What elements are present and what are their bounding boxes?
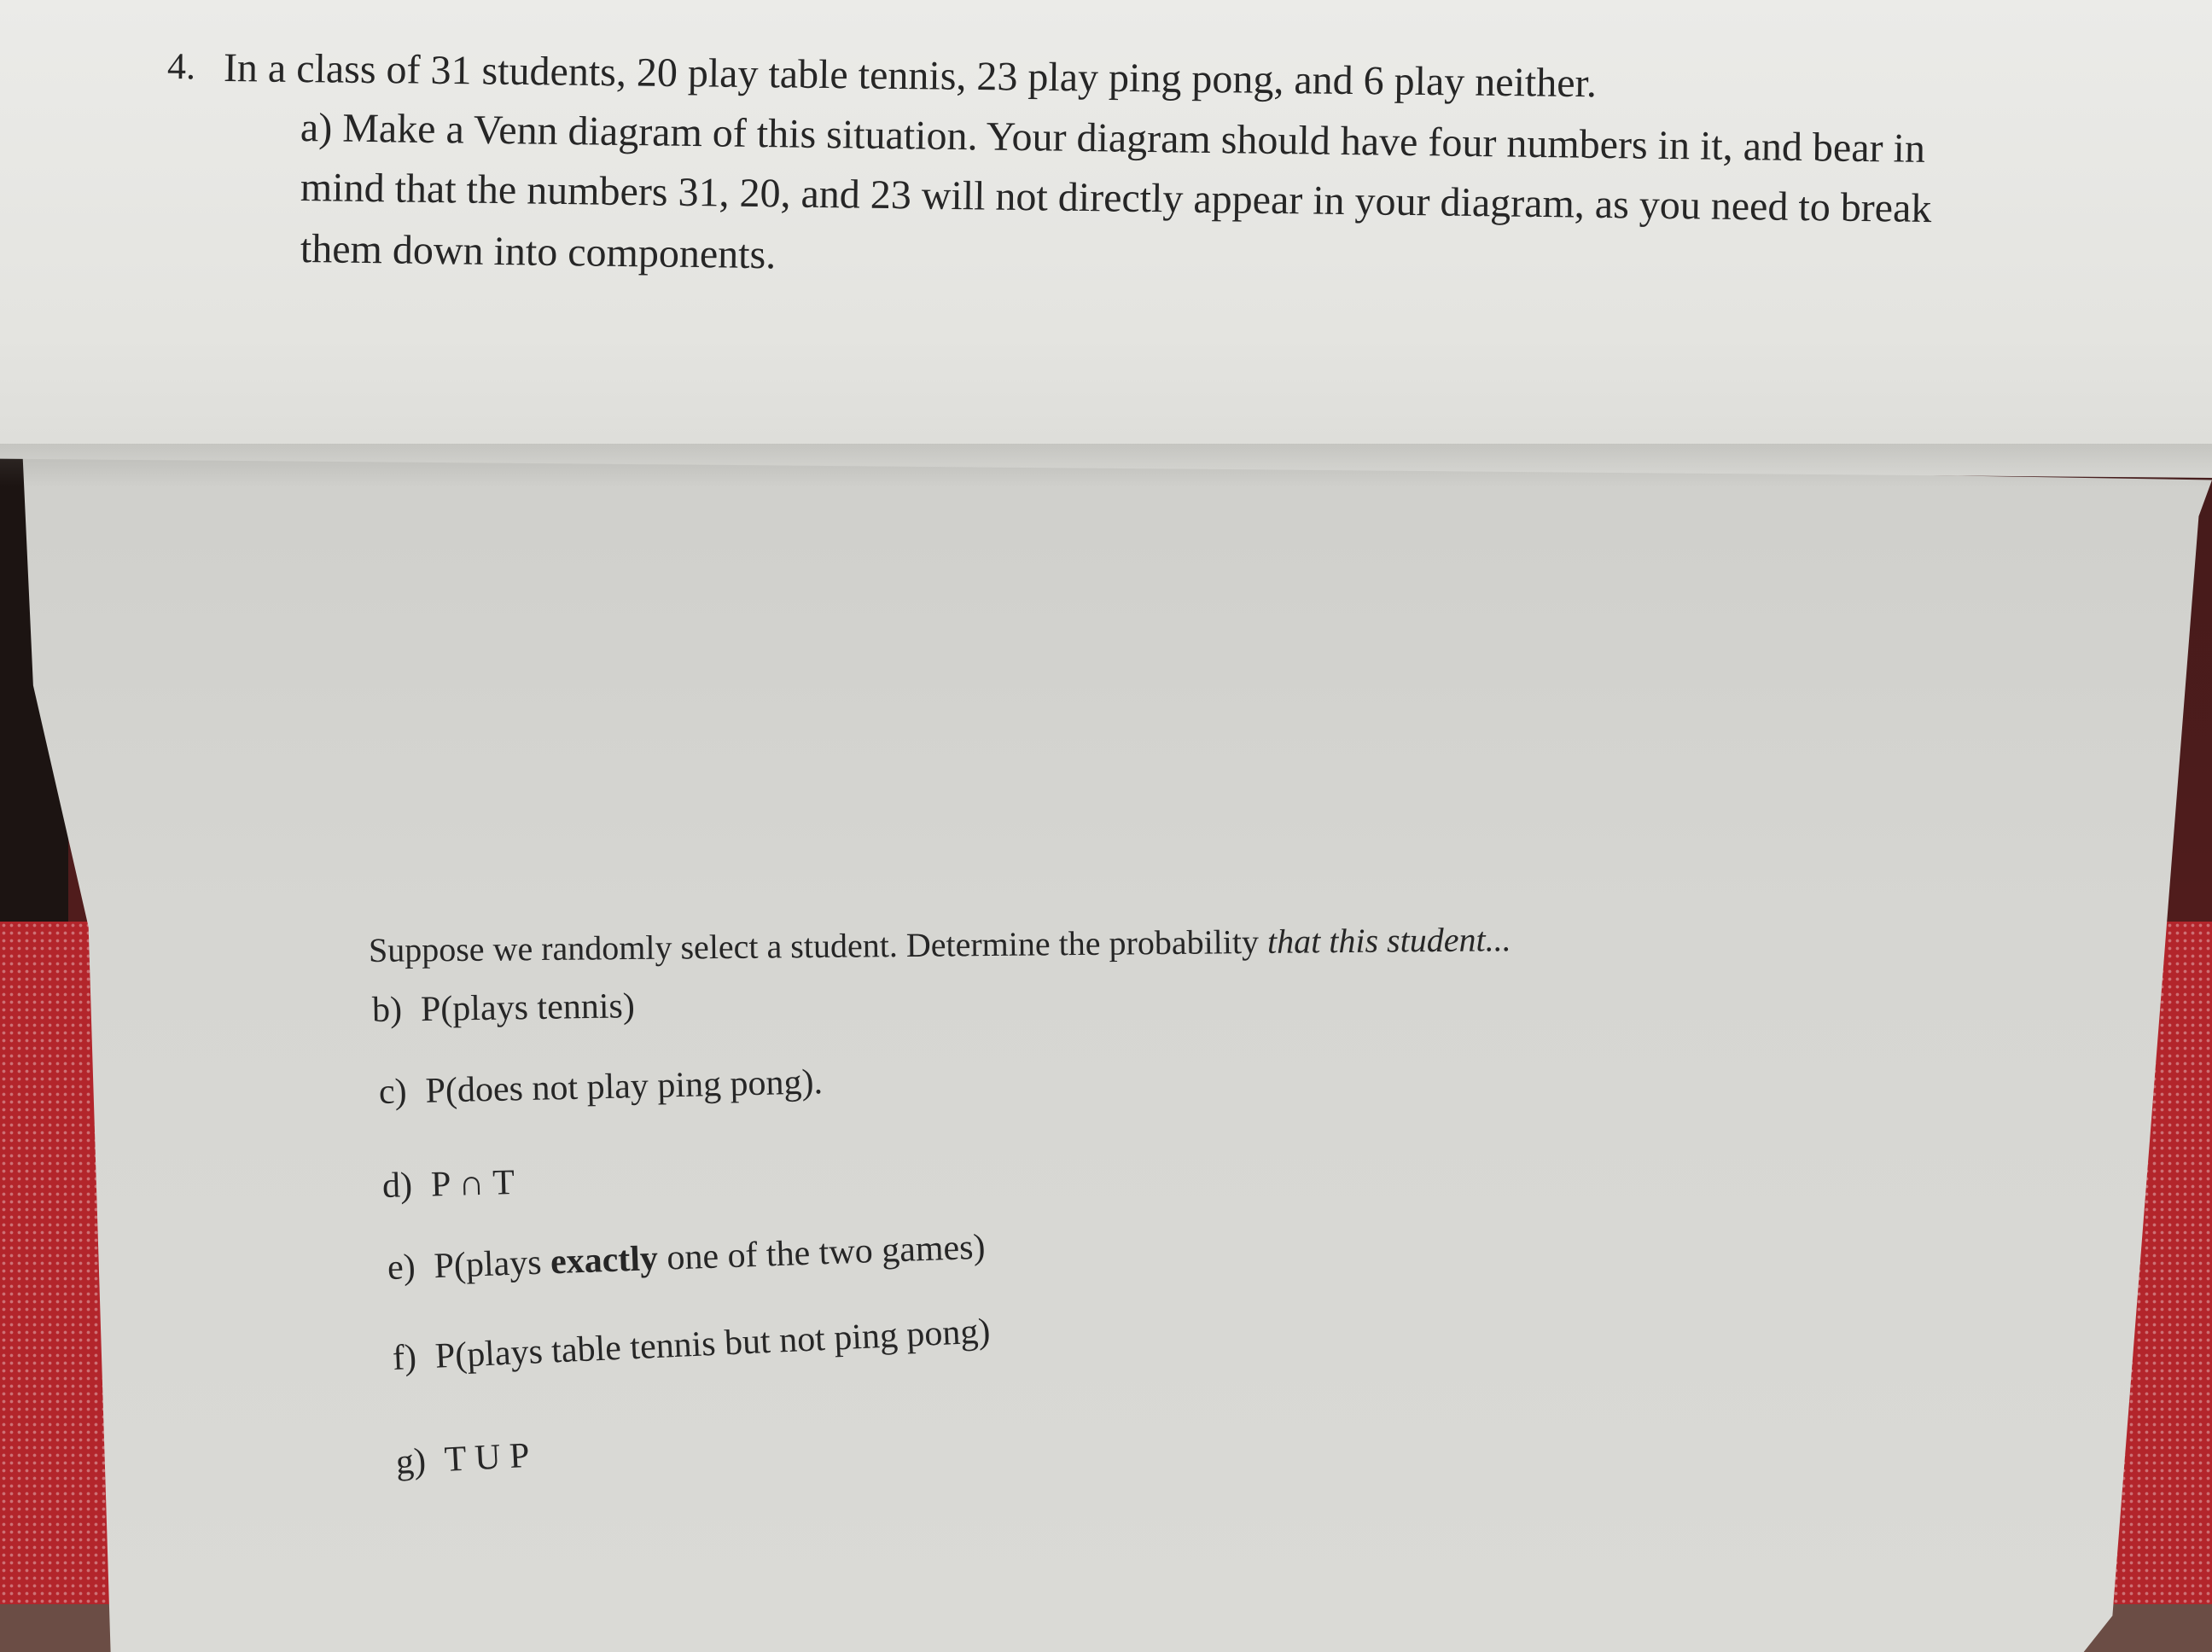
part-text: T U P xyxy=(443,1435,531,1480)
part-a-line-1: a) Make a Venn diagram of this situation. Your diagram should have four numbers in it, and bear in xyxy=(300,105,1926,172)
part-label: b) xyxy=(371,990,403,1030)
part-g xyxy=(395,1435,531,1483)
probability-intro-text: Suppose we randomly select a student. Determine the probability xyxy=(368,922,1268,969)
part-text-post: one of the two games) xyxy=(657,1227,987,1278)
part-label: c) xyxy=(378,1072,408,1112)
part-text: P(plays tennis) xyxy=(420,986,636,1030)
part-text: P ∩ T xyxy=(430,1162,515,1205)
part-text-pre: P(plays xyxy=(433,1242,551,1287)
worksheet-lower-panel xyxy=(0,444,2212,1652)
part-text-bold: exactly xyxy=(550,1238,659,1283)
question-number: 4. xyxy=(166,45,196,88)
question-stem: In a class of 31 students, 20 play table tennis, 23 play ping pong, and 6 play neither. xyxy=(223,45,1598,107)
part-a-line-3: them down into components. xyxy=(300,226,777,278)
part-b xyxy=(372,986,636,1031)
part-text: P(does not play ping pong). xyxy=(425,1062,824,1111)
probability-intro-italic: that this student... xyxy=(1266,920,1511,961)
paper-fold-shadow xyxy=(0,444,2212,486)
part-label: f) xyxy=(391,1337,417,1378)
part-text: P(plays table tennis but not ping pong) xyxy=(434,1312,992,1376)
part-label: e) xyxy=(387,1247,416,1288)
part-label: g) xyxy=(394,1441,428,1482)
part-a-line-2: mind that the numbers 31, 20, and 23 will not directly appear in your diagram, as you need to break xyxy=(300,165,1932,232)
part-d xyxy=(381,1162,515,1207)
part-label: d) xyxy=(381,1166,413,1206)
